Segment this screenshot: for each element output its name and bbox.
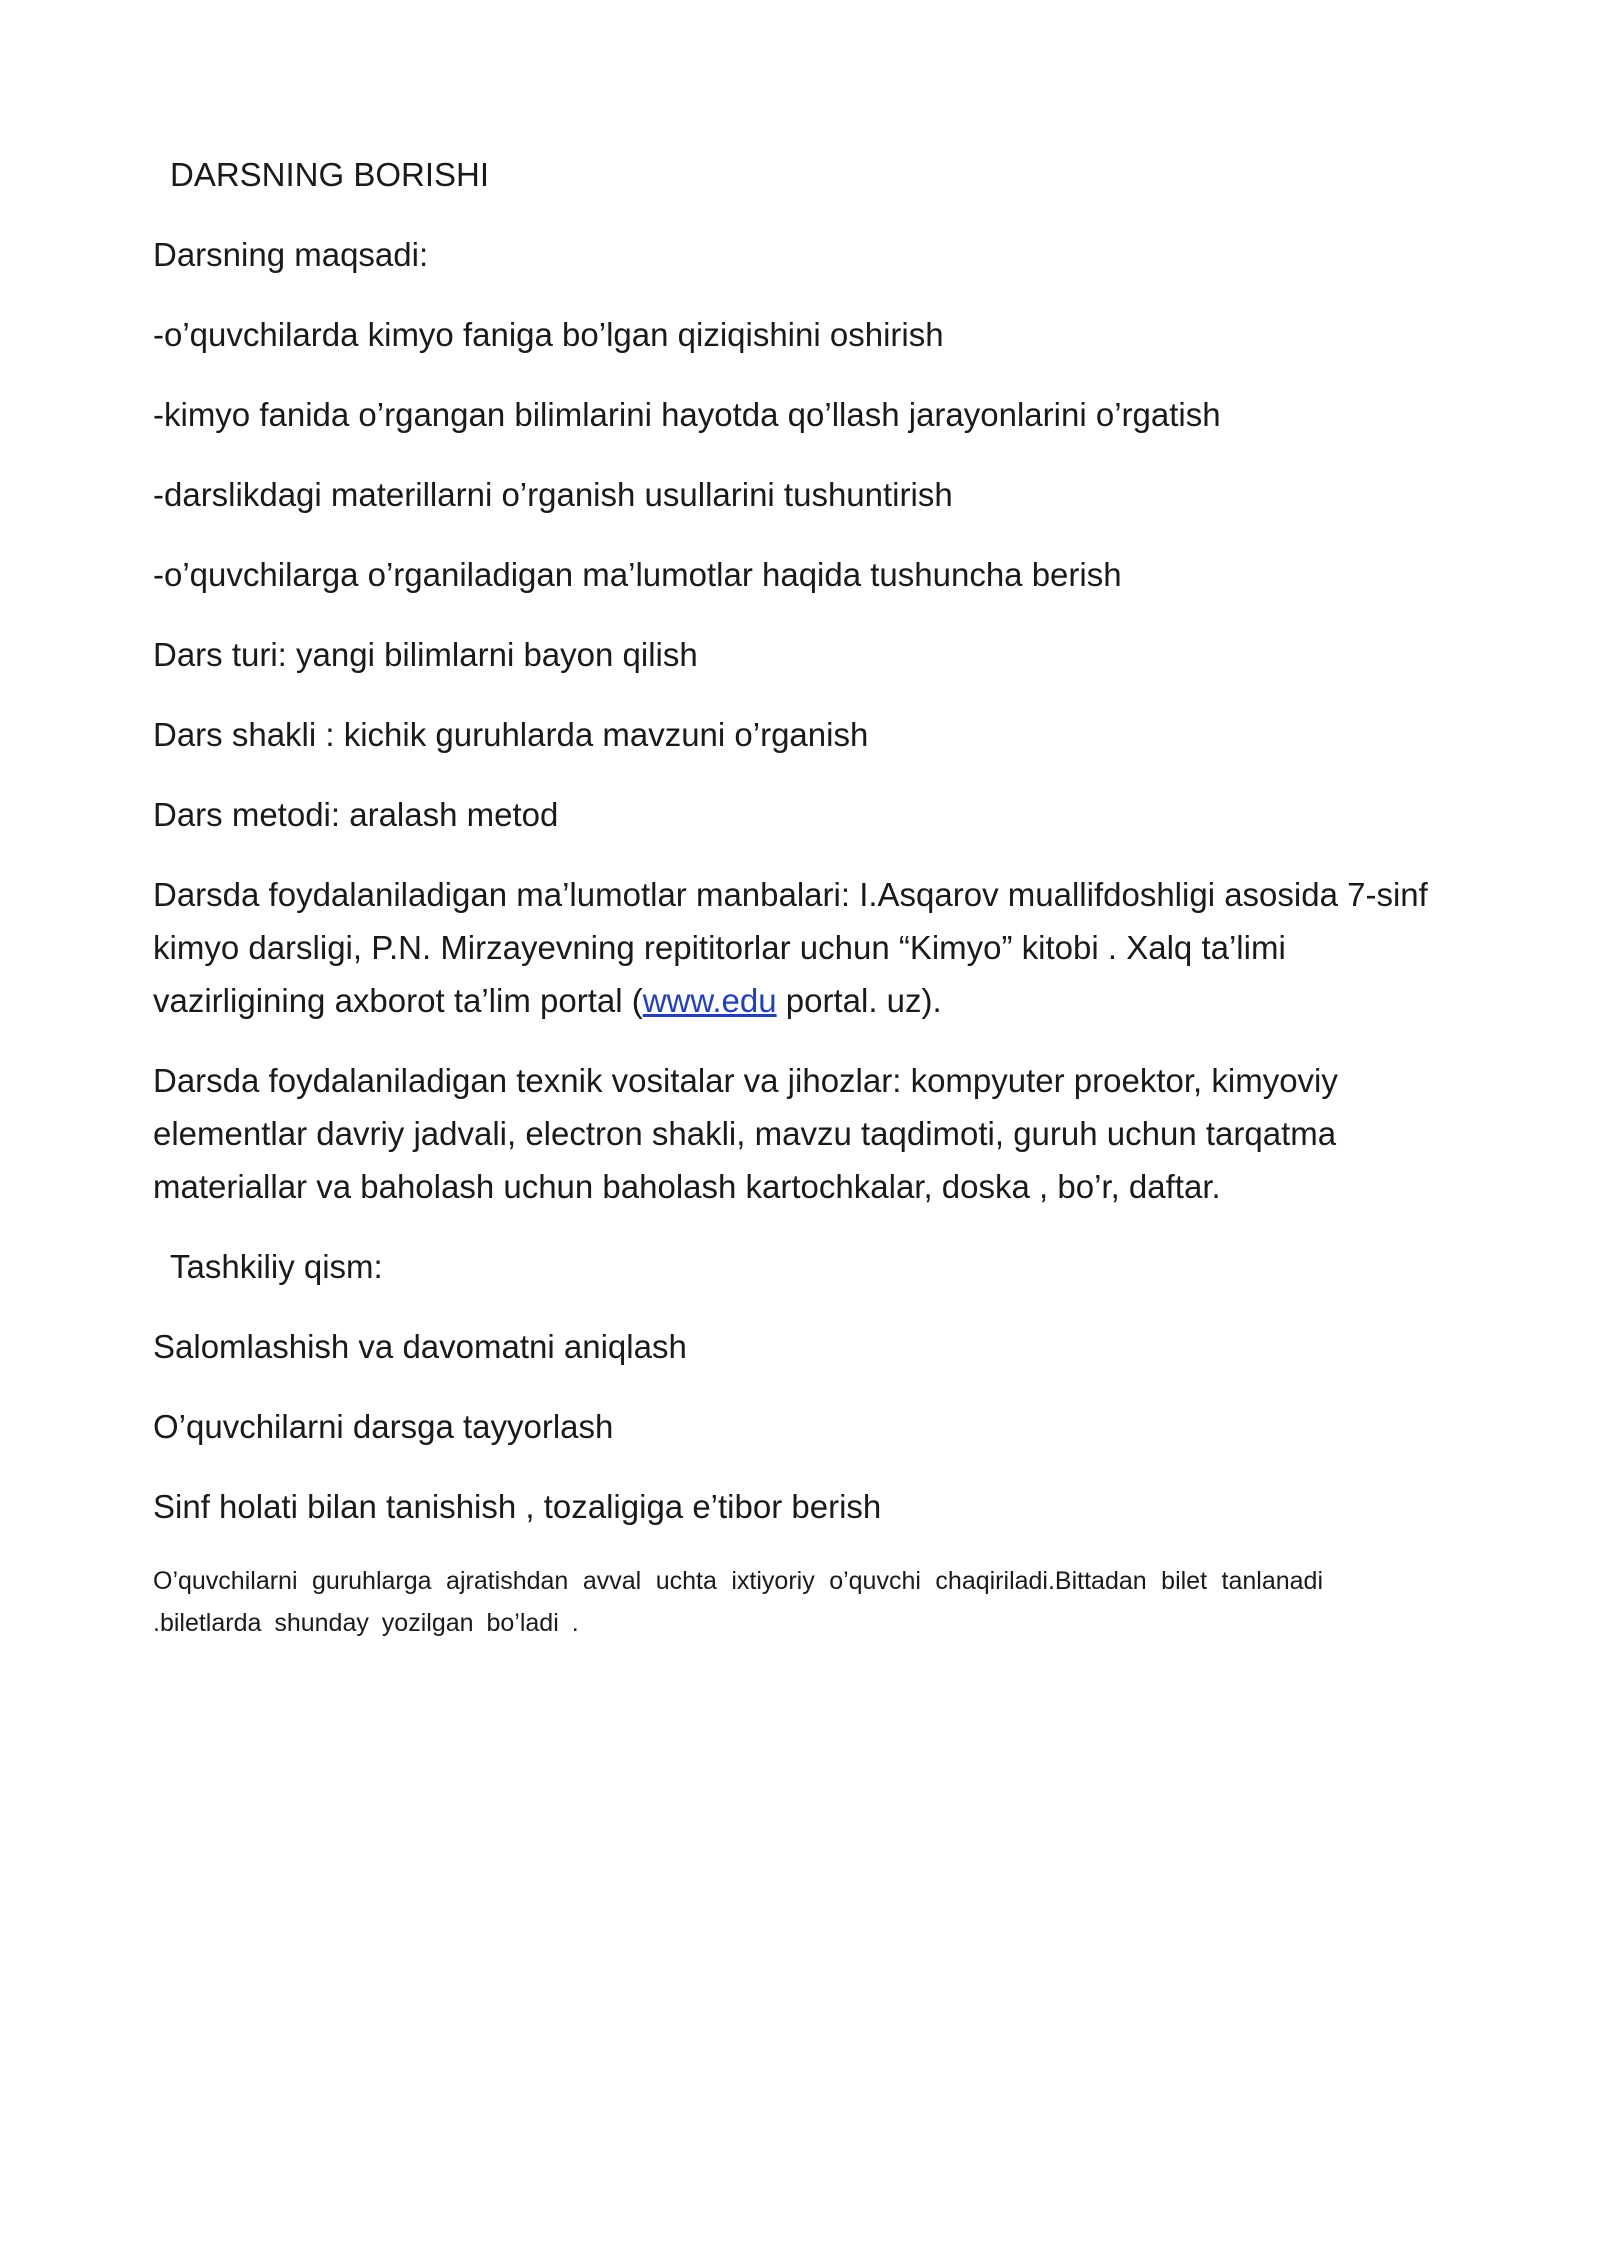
group-note: O’quvchilarni guruhlarga ajratishdan avval uchta ixtiyoriy o’quvchi chaqiriladi.Bittadan bilet tanlanadi .biletlarda shunday yozilgan bo’ladi .: [153, 1567, 1323, 1637]
lesson-method: Dars metodi: aralash metod: [153, 796, 559, 833]
sources-text-end: portal. uz).: [776, 982, 942, 1019]
goal-item: -o’quvchilarga o’rganiladigan ma’lumotlar haqida tushuncha berish: [153, 556, 1122, 593]
organizational-item: O’quvchilarni darsga tayyorlash: [153, 1408, 614, 1445]
sources-text: Darsda foydalaniladigan ma’lumotlar manbalari: I.Asqarov muallifdoshligi asosida 7-sinf kimyo darsligi, P.N. Mirzayevning repititorlar uchun “Kimyo” kitobi . Xalq ta’limi vazirligining axborot ta’lim portal (: [153, 876, 1428, 1019]
equipment-paragraph: Darsda foydalaniladigan texnik vositalar va jihozlar: kompyuter proektor, kimyoviy elementlar davriy jadvali, electron shakli, mavzu taqdimoti, guruh uchun tarqatma materiallar va baholash uchun baholash kartochkalar, doska , bo’r, daftar.: [153, 1062, 1338, 1205]
lesson-type: Dars turi: yangi bilimlarni bayon qilish: [153, 636, 698, 673]
goal-item: -o’quvchilarda kimyo faniga bo’lgan qiziqishini oshirish: [153, 316, 944, 353]
lesson-heading: DARSNING BORISHI: [170, 156, 490, 193]
organizational-item: Sinf holati bilan tanishish , tozaligiga e’tibor berish: [153, 1488, 882, 1525]
organizational-label: Tashkiliy qism:: [170, 1248, 383, 1285]
lesson-form: Dars shakli : kichik guruhlarda mavzuni o’rganish: [153, 716, 869, 753]
portal-link[interactable]: www.edu: [642, 982, 777, 1019]
document-page: [153, 148, 1453, 1644]
organizational-item: Salomlashish va davomatni aniqlash: [153, 1328, 687, 1365]
goal-item: -darslikdagi materillarni o’rganish usullarini tushuntirish: [153, 476, 953, 513]
goal-label: Darsning maqsadi:: [153, 236, 429, 273]
sources-paragraph: [153, 868, 1463, 1027]
goal-item: -kimyo fanida o’rgangan bilimlarini hayotda qo’llash jarayonlarini o’rgatish: [153, 396, 1221, 433]
